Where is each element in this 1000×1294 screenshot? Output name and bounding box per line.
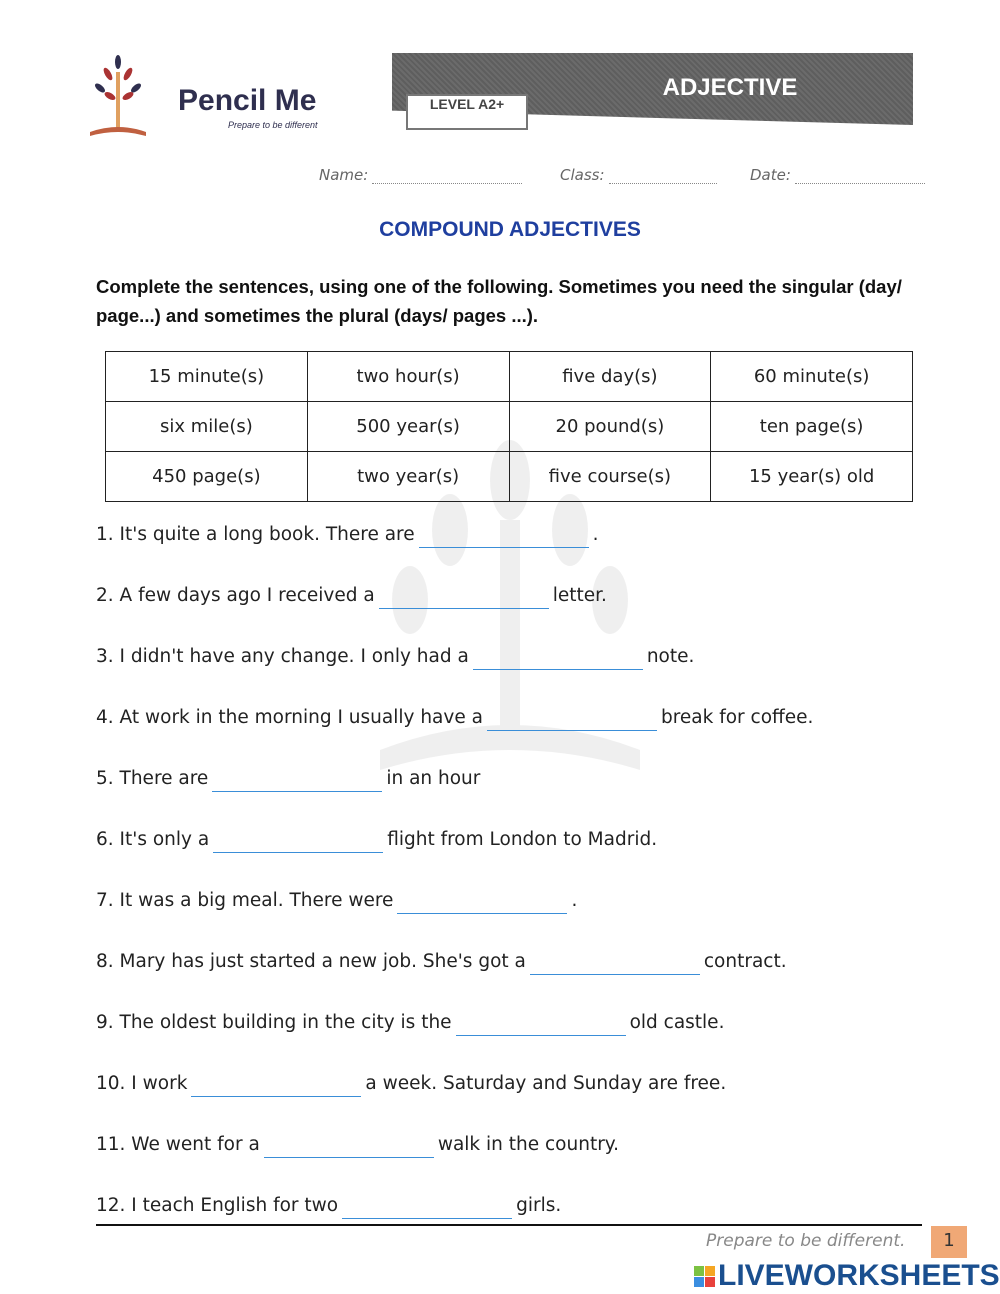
question-text-before: 8. Mary has just started a new job. She's got a	[96, 951, 526, 972]
question-item	[96, 646, 694, 670]
question-text-before: 7. It was a big meal. There were	[96, 890, 394, 911]
question-text-before: 11. We went for a	[96, 1134, 260, 1155]
table-row	[106, 402, 913, 452]
table-cell: 60 minute(s)	[711, 352, 913, 402]
answer-input[interactable]	[419, 525, 589, 548]
answer-input[interactable]	[473, 647, 643, 670]
question-text-after: letter.	[552, 585, 607, 606]
question-item	[96, 1073, 726, 1097]
question-item	[96, 768, 480, 792]
answer-input[interactable]	[212, 769, 382, 792]
question-text-before: 1. It's quite a long book. There are	[96, 524, 415, 545]
banner-title: ADJECTIVE	[662, 74, 798, 101]
answer-input[interactable]	[487, 708, 657, 731]
question-item	[96, 829, 657, 853]
answer-input[interactable]	[530, 952, 700, 975]
question-text-after: old castle.	[629, 1012, 725, 1033]
page-number: 1	[931, 1226, 967, 1258]
question-item	[96, 1195, 561, 1219]
question-text-after: a week. Saturday and Sunday are free.	[365, 1073, 727, 1094]
answer-input[interactable]	[456, 1013, 626, 1036]
table-cell: ten page(s)	[711, 402, 913, 452]
answer-input[interactable]	[397, 891, 567, 914]
question-text-after: walk in the country.	[437, 1134, 619, 1155]
answer-input[interactable]	[213, 830, 383, 853]
brand-text: LIVEWORKSHEETS	[718, 1259, 1000, 1292]
logo-tagline: Prepare to be different	[228, 120, 318, 130]
question-text-before: 5. There are	[96, 768, 209, 789]
question-text-after: contract.	[703, 951, 787, 972]
tree-logo-icon	[88, 52, 168, 138]
answer-input[interactable]	[342, 1196, 512, 1219]
pencil-me-logo	[88, 52, 328, 138]
question-text-after: .	[571, 890, 578, 911]
instructions: Complete the sentences, using one of the following. Sometimes you need the singular (day/ page...) and sometimes the plural (days/ pages ...).	[96, 276, 902, 326]
name-field[interactable]	[319, 166, 522, 184]
date-field[interactable]	[750, 166, 925, 184]
liveworksheets-icon	[694, 1266, 715, 1287]
question-text-before: 2. A few days ago I received a	[96, 585, 375, 606]
question-text-after: break for coffee.	[660, 707, 814, 728]
word-table	[105, 351, 913, 502]
footer-tagline: Prepare to be different.	[706, 1231, 906, 1251]
question-item	[96, 1134, 619, 1158]
answer-input[interactable]	[379, 586, 549, 609]
table-row	[106, 452, 913, 502]
footer-divider	[96, 1224, 922, 1226]
logo-name: Pencil Me	[178, 84, 317, 117]
table-row	[106, 352, 913, 402]
class-dotted-line	[609, 171, 717, 184]
question-item	[96, 890, 577, 914]
question-text-after: note.	[646, 646, 695, 667]
question-text-after: .	[592, 524, 599, 545]
answer-input[interactable]	[264, 1135, 434, 1158]
question-text-before: 3. I didn't have any change. I only had a	[96, 646, 469, 667]
question-text-after: girls.	[516, 1195, 562, 1216]
question-text-before: 12. I teach English for two	[96, 1195, 339, 1216]
table-cell: two year(s)	[307, 452, 509, 502]
question-item	[96, 524, 599, 548]
question-text-before: 9. The oldest building in the city is the	[96, 1012, 452, 1033]
liveworksheets-logo	[694, 1260, 1000, 1292]
name-dotted-line	[372, 171, 522, 184]
question-text-before: 10. I work	[96, 1073, 188, 1094]
date-label: Date:	[750, 166, 791, 184]
page-title: COMPOUND ADJECTIVES	[379, 218, 641, 241]
table-cell: six mile(s)	[106, 402, 308, 452]
question-text-after: in an hour	[386, 768, 481, 789]
question-text-before: 4. At work in the morning I usually have a	[96, 707, 483, 728]
table-cell: 450 page(s)	[106, 452, 308, 502]
table-cell: 500 year(s)	[307, 402, 509, 452]
class-label: Class:	[560, 166, 605, 184]
class-field[interactable]	[560, 166, 717, 184]
question-text-before: 6. It's only a	[96, 829, 210, 850]
table-cell: 15 minute(s)	[106, 352, 308, 402]
question-item	[96, 951, 787, 975]
question-item	[96, 585, 607, 609]
question-item	[96, 707, 813, 731]
question-text-after: flight from London to Madrid.	[387, 829, 658, 850]
table-cell: five day(s)	[509, 352, 711, 402]
name-label: Name:	[319, 166, 369, 184]
level-badge: LEVEL A2+	[406, 94, 528, 130]
question-item	[96, 1012, 724, 1036]
table-cell: 20 pound(s)	[509, 402, 711, 452]
table-cell: five course(s)	[509, 452, 711, 502]
table-cell: 15 year(s) old	[711, 452, 913, 502]
table-cell: two hour(s)	[307, 352, 509, 402]
answer-input[interactable]	[191, 1074, 361, 1097]
date-dotted-line	[795, 171, 925, 184]
